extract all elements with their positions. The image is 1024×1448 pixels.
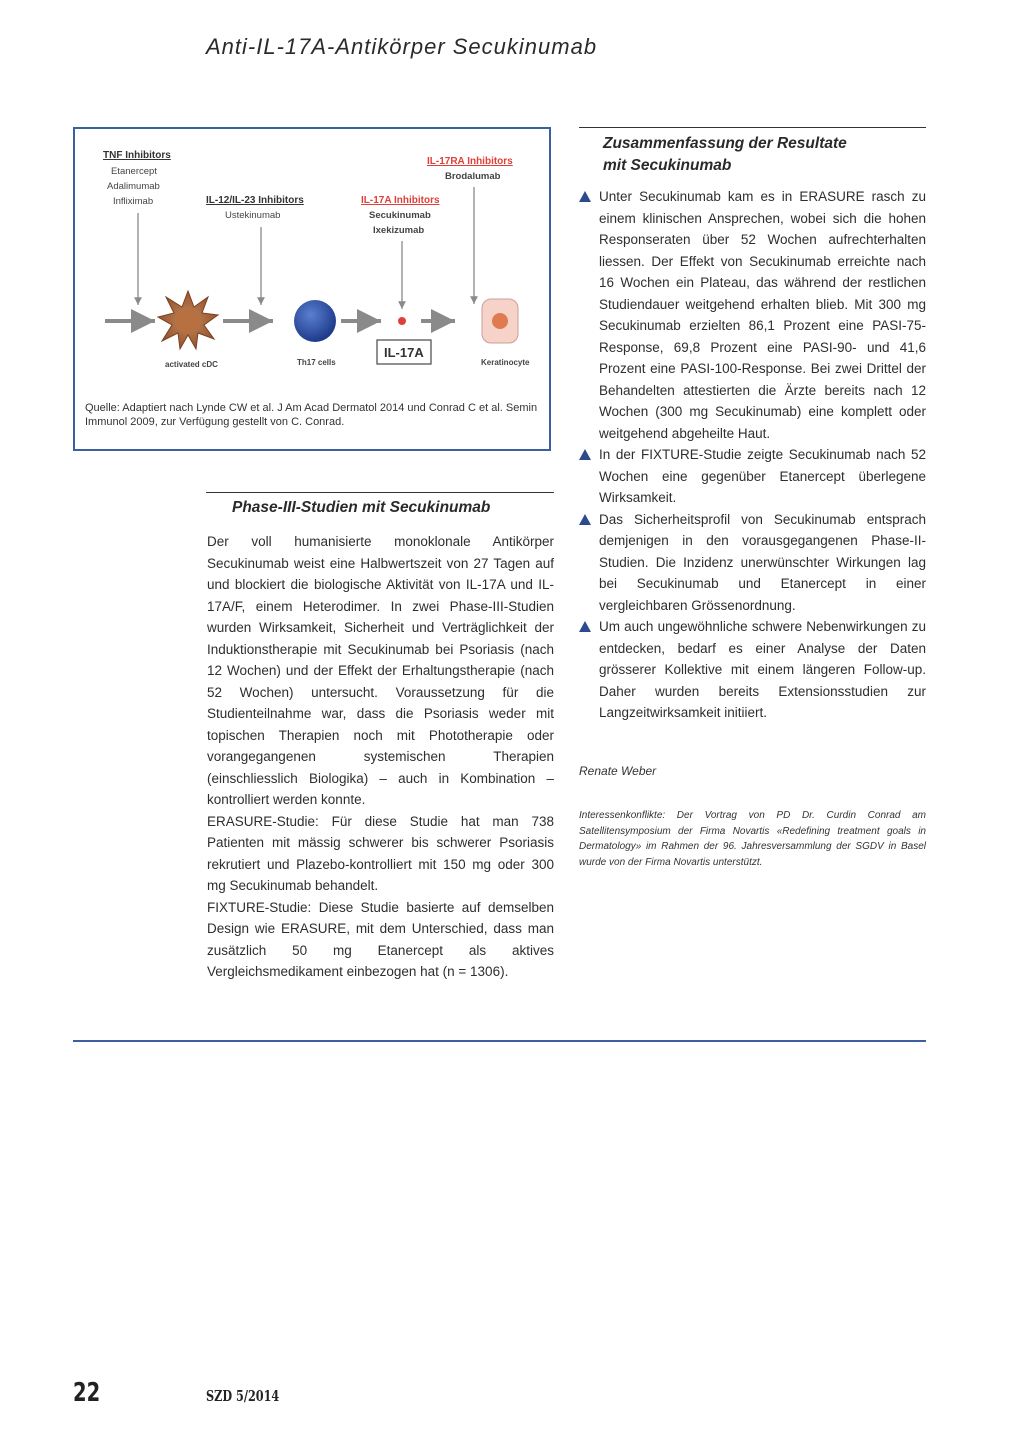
il17a-molecule-icon (398, 317, 406, 325)
il17a-drug: Ixekizumab (373, 225, 425, 236)
il12-inhibitors-title: IL-12/IL-23 Inhibitors (206, 195, 304, 206)
mechanism-diagram (75, 129, 549, 397)
section-heading-phase3: Phase-III-Studien mit Secukinumab (206, 492, 554, 517)
list-item-text: Das Sicherheitsprofil von Secukinumab entsprach demjenigen in den vorausgegangenen Phase-II-Studien. Die Inzidenz unerwünschter Wirkungen lag bei Secukinumab und Etanercept in einer vergleichbaren Grössenordnung. (599, 511, 926, 613)
keratinocyte-nucleus-icon (492, 313, 508, 329)
list-item (579, 186, 926, 444)
il17ra-drug: Brodalumab (445, 171, 501, 182)
page-number: 22 (73, 1378, 101, 1408)
tnf-drug: Infliximab (113, 196, 154, 207)
results-list (579, 186, 926, 724)
heading-line: Zusammenfassung der Resultate (603, 135, 847, 152)
tnf-drug: Adalimumab (107, 181, 160, 192)
list-item (579, 509, 926, 617)
paragraph: FIXTURE-Studie: Diese Studie basierte auf demselben Design wie ERASURE, mit dem Unterschied, dass man zusätzlich 50 mg Etanercept als aktives Vergleichsmedikament einbezogen hat (n = 1306). (207, 899, 554, 979)
dendritic-cell-icon (158, 291, 218, 349)
triangle-bullet-icon (579, 449, 591, 460)
keratinocyte-label: Keratinocyte (481, 358, 530, 367)
tnf-drug: Etanercept (111, 166, 157, 177)
tnf-inhibitors-title: TNF Inhibitors (103, 150, 171, 161)
th17-cell-icon (294, 300, 336, 342)
th17-label: Th17 cells (297, 358, 336, 367)
triangle-bullet-icon (579, 191, 591, 202)
conflict-of-interest-note: Interessenkonflikte: Der Vortrag von PD Dr. Curdin Conrad am Satellitensymposium der Firma Novartis «Redefining treatment goals in Dermatology» im Rahmen der 96. Jahresversammlung der SGDV in Basel wurde von der Firma Novartis unterstützt. (579, 810, 926, 868)
triangle-bullet-icon (579, 621, 591, 632)
heading-line: mit Secukinumab (603, 157, 732, 174)
journal-issue: SZD 5/2014 (206, 1387, 280, 1405)
section-divider (73, 1040, 926, 1042)
list-item (579, 616, 926, 724)
author-name: Renate Weber (579, 764, 657, 778)
page-title: Anti-IL-17A-Antikörper Secukinumab (206, 34, 598, 59)
il17a-inhibitors-title: IL-17A Inhibitors (361, 195, 440, 206)
activated-cdc-label: activated cDC (165, 360, 218, 369)
il17a-drug: Secukinumab (369, 210, 431, 221)
paragraph: ERASURE-Studie: Für diese Studie hat man 738 Patienten mit mässig schwerer bis schwerer Psoriasis rekrutiert und Plazebo-kontrolliert mit 150 mg oder 300 mg Secukinumab behandelt. (207, 813, 554, 893)
triangle-bullet-icon (579, 514, 591, 525)
list-item (579, 444, 926, 509)
il17a-label: IL-17A (384, 345, 424, 360)
figure-box (73, 127, 551, 451)
list-item-text: Unter Secukinumab kam es in ERASURE rasch zu einem klinischen Ansprechen, wobei sich die hohen Responseraten über 52 Wochen aufrechterhalten liessen. Der Effekt von Secukinumab erreichte nach 16 Wochen ein Plateau, das während der restlichen Studiendauer weitgehend erhalten blieb. Mit 300 mg Secukinumab erzielten 86,1 Prozent eine PASI-75-Response, 69,8 Prozent eine PASI-90- und 41,6 Prozent eine PASI-100-Response. Bei zwei Drittel der Behandelten attestierten die Ärzte bereits nach 12 Wochen (300 mg Secukinumab) eine komplett oder weitgehend abgeheilte Haut. (599, 189, 926, 441)
list-item-text: Um auch ungewöhnliche schwere Nebenwirkungen zu entdecken, bedarf es einer Analyse der Daten grösserer Kollektive mit einem längeren Follow-up. Daher wurden bereits Extensionsstudien zur Langzeitwirksamkeit initiiert. (599, 619, 926, 720)
paragraph: Der voll humanisierte monoklonale Antikörper Secukinumab weist eine Halbwertszeit von 27 Tagen auf und blockiert die biologische Aktivität von IL-17A und IL-17A/F, einem Heterodimer. In zwei Phase-III-Studien wurden Wirksamkeit, Sicherheit und Verträglichkeit der Induktionstherapie mit Secukinumab bei Psoriasis (nach 12 Wochen) und der Effekt der Erhaltungstherapie (nach 52 Wochen) untersucht. Voraussetzung für die Studienteilnahme war, dass die Psoriasis weder mit topischen Therapien noch mit Phototherapie oder vorangegangenen systemischen Therapien (einschliesslich Biologika) – auch in Kombination – kontrolliert werden konnte. (207, 534, 554, 807)
left-column-body (207, 531, 554, 983)
section-heading-summary (579, 127, 926, 177)
figure-caption: Quelle: Adaptiert nach Lynde CW et al. J Am Acad Dermatol 2014 und Conrad C et al. Semin Immunol 2009, zur Verfügung gestellt von C. Conrad. (85, 402, 538, 428)
list-item-text: In der FIXTURE-Studie zeigte Secukinumab nach 52 Wochen eine gegenüber Etanercept überlegene Wirksamkeit. (599, 447, 926, 505)
il17ra-inhibitors-title: IL-17RA Inhibitors (427, 156, 513, 167)
il12-drug: Ustekinumab (225, 210, 281, 221)
